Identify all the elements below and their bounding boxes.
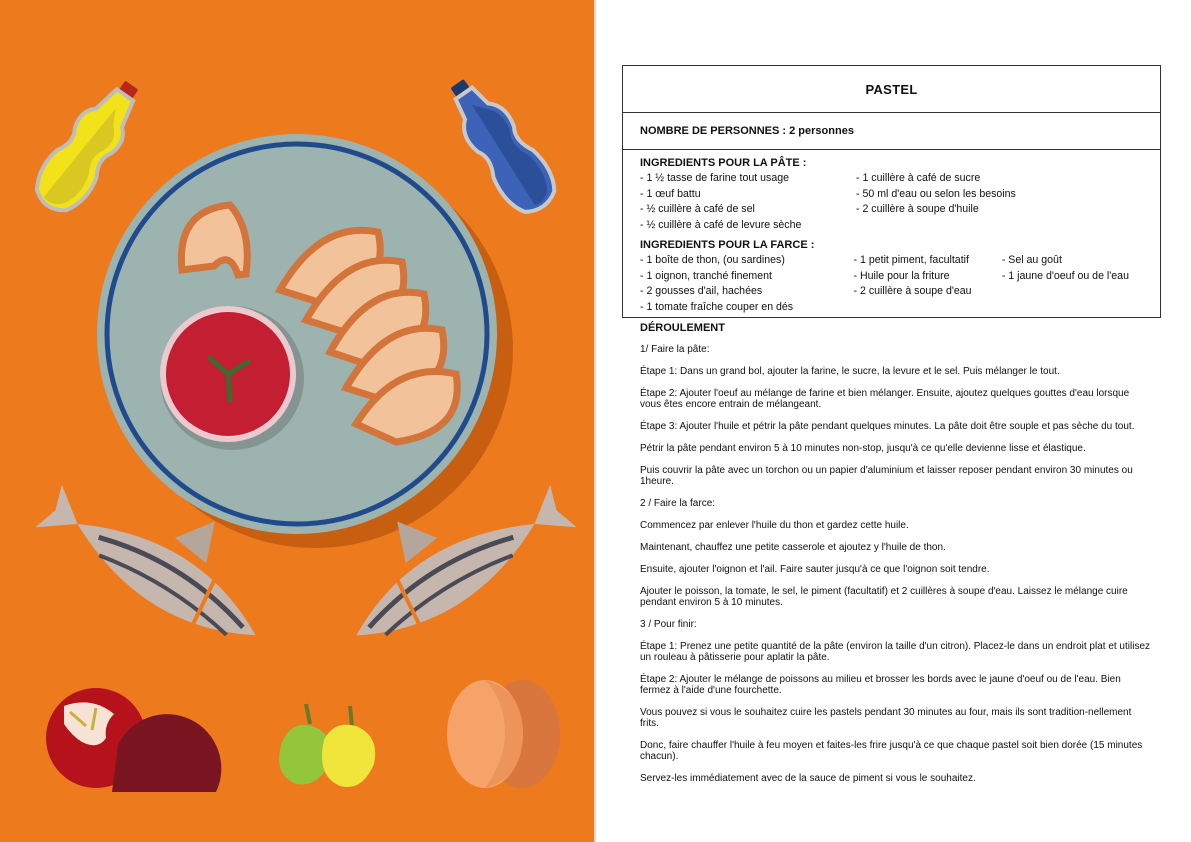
pate-col-2 (856, 171, 1016, 233)
step-paragraph: Ajouter le poisson, la tomate, le sel, le piment (facultatif) et 2 cuillères à soupe d'eau. Laissez le mélange cuire pendant environ 5 à 10 minutes. (640, 586, 1128, 608)
ingredients-box (622, 65, 1161, 318)
step-paragraph: Étape 2: Ajouter l'oeuf au mélange de farine et bien mélanger. Ensuite, ajoutez quelques gouttes d'eau lorsque vous êtes encore entrain de mélangeant. (640, 388, 1130, 410)
farce-col-1 (640, 253, 854, 315)
step-paragraph: Puis couvrir la pâte avec un torchon ou un papier d'aluminium et laisser reposer pendant environ 30 minutes ou 1heure. (640, 465, 1133, 487)
ingredient-item: - 1 cuillère à café de sucre (856, 172, 981, 184)
ingredient-item: - 1 petit piment, facultatif (853, 254, 969, 266)
step-paragraph: 2 / Faire la farce: (640, 498, 716, 509)
step-paragraph: Pétrir la pâte pendant environ 5 à 10 minutes non-stop, jusqu'à ce qu'elle devienne lisse et élastique. (640, 443, 1086, 454)
ingredient-item: - Sel au goût (1001, 254, 1062, 266)
farce-col-3 (1002, 253, 1160, 315)
deroulement-title: DÉROULEMENT (640, 322, 725, 334)
ingredient-item: - Huile pour la friture (853, 269, 950, 282)
ingredient-item: - ½ cuillère à café de levure sèche (640, 218, 802, 231)
deroulement-body (640, 344, 1150, 784)
ingredient-item: - 2 cuillère à soupe d'eau (853, 285, 972, 297)
farce-ingredients (623, 233, 1160, 315)
ingredient-item: - 1 oignon, tranché finement (640, 269, 772, 282)
step-paragraph: Donc, faire chauffer l'huile à feu moyen et faites-les frire jusqu'à ce que chaque pastel soit bien dorée (15 minutes chacun). (640, 740, 1143, 762)
step-paragraph: 1/ Faire la pâte: (640, 344, 710, 355)
ingredient-item: - 1 ½ tasse de farine tout usage (640, 172, 789, 184)
farce-title: INGREDIENTS POUR LA FARCE : (640, 239, 815, 251)
pate-col-1 (640, 171, 856, 233)
step-paragraph: Commencez par enlever l'huile du thon et gardez cette huile. (640, 520, 909, 531)
recipe-panel (596, 0, 1191, 842)
recipe-illustration (0, 0, 594, 842)
oil-bottle-icon (26, 70, 153, 220)
water-bottle-icon (436, 69, 565, 222)
pate-title: INGREDIENTS POUR LA PÂTE : (640, 157, 807, 169)
step-paragraph: Ensuite, ajouter l'oignon et l'ail. Faire sauter jusqu'à ce que l'oignon soit tendre. (640, 564, 990, 575)
step-paragraph: 3 / Pour finir: (640, 619, 697, 630)
step-paragraph: Étape 1: Dans un grand bol, ajouter la farine, le sucre, la levure et le sel. Puis mélanger le tout. (640, 366, 1060, 377)
step-paragraph: Étape 1: Prenez une petite quantité de la pâte (environ la taille d'un citron). Placez-le dans un endroit plat et utilisez un rouleau à pâtisserie pour aplatir la pâte. (640, 641, 1150, 663)
ingredient-item: - 2 cuillère à soupe d'huile (856, 203, 979, 215)
illustration-panel (0, 0, 594, 842)
ingredient-item: - 50 ml d'eau ou selon les besoins (856, 187, 1016, 200)
sauce-bowl-icon (160, 306, 304, 450)
recipe-title: PASTEL (623, 66, 1160, 113)
step-paragraph: Étape 3: Ajouter l'huile et pétrir la pâte pendant quelques minutes. La pâte doit être souple et pas sèche du tout. (640, 421, 1135, 432)
step-paragraph: Étape 2: Ajouter le mélange de poissons au milieu et brosser les bords avec le jaune d'oeuf ou de l'eau. Bien fermez à l'aide d'une fourchette. (640, 674, 1121, 696)
step-paragraph: Vous pouvez si vous le souhaitez cuire les pastels pendant 30 minutes au four, mais ils sont tradition-nellement frits. (640, 707, 1132, 729)
farce-col-2 (854, 253, 1002, 315)
deroulement-section (640, 323, 1150, 795)
step-paragraph: Maintenant, chauffez une petite casserole et ajoutez y l'huile de thon. (640, 542, 946, 553)
egg-icon (447, 680, 560, 788)
pate-ingredients (623, 150, 1160, 233)
ingredient-item: - ½ cuillère à café de sel (640, 203, 755, 215)
step-paragraph: Servez-les immédiatement avec de la sauce de piment si vous le souhaitez. (640, 773, 976, 784)
pepper-icon (279, 704, 375, 787)
ingredient-item: - 1 jaune d'oeuf ou de l'eau (1001, 269, 1129, 282)
ingredient-item: - 1 boîte de thon, (ou sardines) (640, 254, 785, 266)
ingredient-item: - 1 tomate fraîche couper en dés (640, 300, 794, 313)
persons-count: NOMBRE DE PERSONNES : 2 personnes (623, 113, 1160, 150)
ingredient-item: - 1 œuf battu (640, 187, 701, 200)
tomato-icon (46, 688, 221, 792)
ingredient-item: - 2 gousses d'ail, hachées (640, 285, 763, 297)
